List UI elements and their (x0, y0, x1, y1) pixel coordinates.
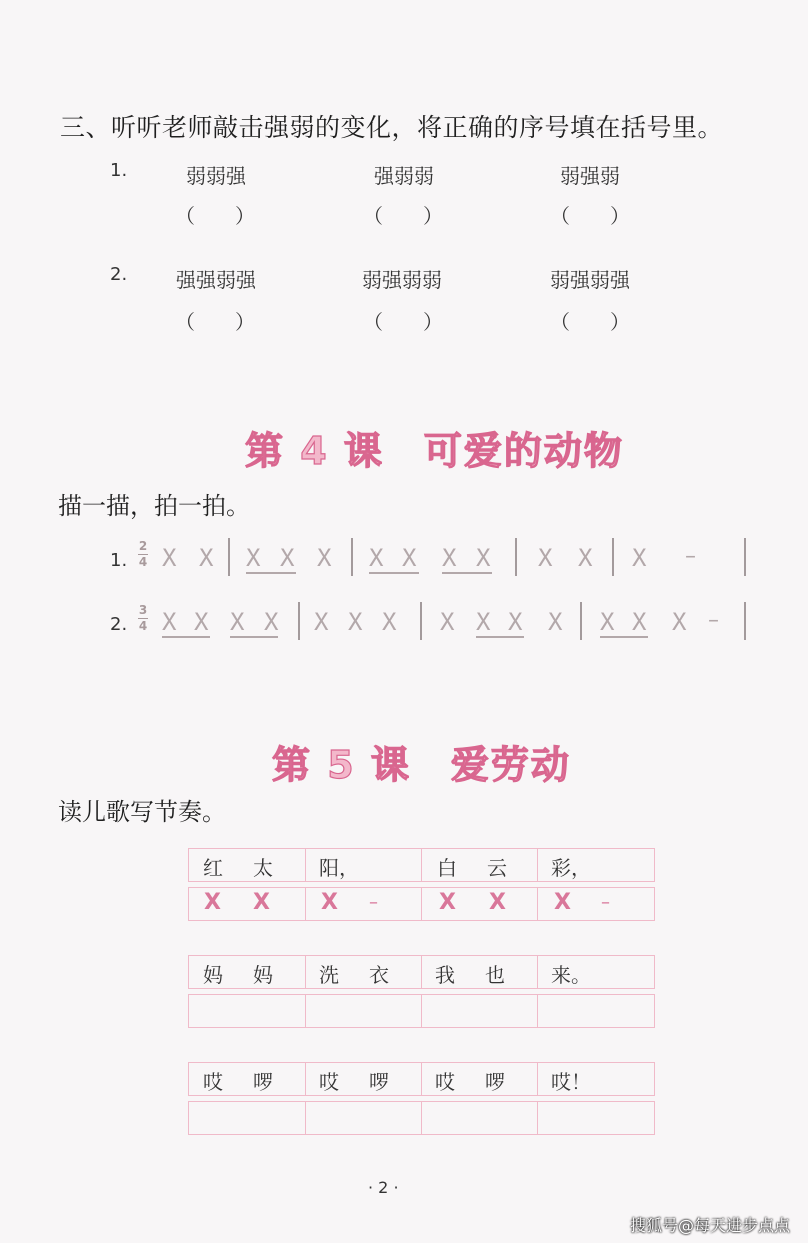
time-signature: 2 4 (138, 539, 148, 569)
lyrics-row-2 (188, 955, 655, 989)
bar-line (744, 538, 746, 576)
lyric-char: 彩， (551, 856, 591, 880)
rhythm-answer-row-3[interactable] (188, 1101, 655, 1135)
lyric-char: 红 (203, 856, 223, 880)
lyric-char: 也 (485, 963, 505, 987)
bar-line (744, 602, 746, 640)
beam-underline (162, 636, 210, 638)
row2-option-c: 弱强弱强 (550, 268, 630, 292)
rhythm-note[interactable]: X (442, 544, 457, 572)
rhythm-note[interactable]: X (199, 544, 214, 572)
example-note: X (204, 890, 221, 915)
rhythm-note[interactable]: X (600, 608, 615, 636)
lyric-char: 衣 (369, 963, 389, 987)
rhythm-note[interactable]: X (382, 608, 397, 636)
example-note: X (253, 890, 270, 915)
rhythm-note[interactable]: X (280, 544, 295, 572)
beam-underline (369, 572, 419, 574)
row1-answer-a[interactable]: （ ） (175, 204, 255, 228)
rhythm-note[interactable]: X (348, 608, 363, 636)
rhythm-note[interactable]: X (440, 608, 455, 636)
row1-option-c: 弱强弱 (560, 164, 620, 188)
rhythm-note[interactable]: X (508, 608, 523, 636)
row1-number: 1. (110, 160, 128, 181)
beam-underline (230, 636, 278, 638)
beam-underline (600, 636, 648, 638)
rhythm-note[interactable]: X (578, 544, 593, 572)
lyric-char: 我 (435, 963, 455, 987)
rhythm-answer-row-1 (188, 887, 655, 921)
row2-answer-b[interactable]: （ ） (363, 310, 443, 334)
bar-line (228, 538, 230, 576)
watermark: 搜狐号@每天进步点点 (629, 1216, 790, 1235)
lyric-char: 妈 (253, 963, 273, 987)
rhythm-note[interactable]: X (162, 608, 177, 636)
beam-underline (476, 636, 524, 638)
lyric-char: 洗 (319, 963, 339, 987)
lyric-char: 妈 (203, 963, 223, 987)
lyric-char: 哎！ (551, 1070, 591, 1094)
example-note: X (439, 890, 456, 915)
rhythm-line-1 (110, 538, 750, 586)
rhythm-dash: – (685, 544, 696, 569)
lyric-char: 云 (487, 856, 507, 880)
rhythm-note[interactable]: X (402, 544, 417, 572)
rhythm-line-2 (110, 602, 750, 650)
beam-underline (442, 572, 492, 574)
rhythm-note[interactable]: X (264, 608, 279, 636)
lyric-char: 哎 (435, 1070, 455, 1094)
example-note: X (554, 890, 571, 915)
row1-answer-c[interactable]: （ ） (550, 204, 630, 228)
row1-answer-b[interactable]: （ ） (363, 204, 443, 228)
row1-option-b: 强弱弱 (374, 164, 434, 188)
row2-option-b: 弱强弱弱 (362, 268, 442, 292)
rhythm-dash: – (708, 608, 719, 633)
example-dash: – (369, 892, 378, 913)
lyric-char: 白 (437, 856, 457, 880)
rhythm-note[interactable]: X (369, 544, 384, 572)
section3-title: 三、听听老师敲击强弱的变化，将正确的序号填在括号里。 (60, 113, 724, 142)
example-note: X (489, 890, 506, 915)
rhythm-note[interactable]: X (632, 608, 647, 636)
rhythm-note[interactable]: X (672, 608, 687, 636)
page-number: · 2 · (368, 1178, 399, 1197)
row2-number: 2. (110, 264, 128, 285)
lyric-char: 太 (253, 856, 273, 880)
bar-line (580, 602, 582, 640)
example-dash: – (601, 892, 610, 913)
rhythm-note[interactable]: X (230, 608, 245, 636)
lyric-char: 啰 (369, 1070, 389, 1094)
lyric-char: 啰 (253, 1070, 273, 1094)
lesson4-title: 第 4 课 可爱的动物 (245, 429, 624, 473)
beam-underline (246, 572, 296, 574)
example-note: X (321, 890, 338, 915)
time-signature: 3 4 (138, 603, 148, 633)
row2-answer-a[interactable]: （ ） (175, 310, 255, 334)
lyric-char: 哎 (203, 1070, 223, 1094)
bar-line (298, 602, 300, 640)
rhythm-answer-row-2[interactable] (188, 994, 655, 1028)
lyric-char: 来。 (551, 963, 591, 987)
row2-answer-c[interactable]: （ ） (550, 310, 630, 334)
rhythm-note[interactable]: X (317, 544, 332, 572)
lyric-char: 啰 (485, 1070, 505, 1094)
rhythm-note[interactable]: X (476, 608, 491, 636)
rhythm-note[interactable]: X (194, 608, 209, 636)
rhythm-note[interactable]: X (246, 544, 261, 572)
lyrics-row-3 (188, 1062, 655, 1096)
bar-line (351, 538, 353, 576)
row2-option-a: 强强弱强 (176, 268, 256, 292)
rhythm-note[interactable]: X (314, 608, 329, 636)
rhythm-line-number: 1. (110, 550, 128, 571)
lesson4-instruction: 描一描，拍一拍。 (58, 492, 250, 520)
lesson5-instruction: 读儿歌写节奏。 (58, 798, 226, 826)
lyrics-row-1 (188, 848, 655, 882)
rhythm-note[interactable]: X (632, 544, 647, 572)
rhythm-note[interactable]: X (162, 544, 177, 572)
lesson5-title: 第 5 课 爱劳动 (272, 743, 571, 787)
rhythm-line-number: 2. (110, 614, 128, 635)
rhythm-note[interactable]: X (476, 544, 491, 572)
rhythm-note[interactable]: X (548, 608, 563, 636)
bar-line (612, 538, 614, 576)
row1-option-a: 弱弱强 (186, 164, 246, 188)
bar-line (420, 602, 422, 640)
lyric-char: 哎 (319, 1070, 339, 1094)
rhythm-note[interactable]: X (538, 544, 553, 572)
lyric-char: 阳， (319, 856, 359, 880)
bar-line (515, 538, 517, 576)
